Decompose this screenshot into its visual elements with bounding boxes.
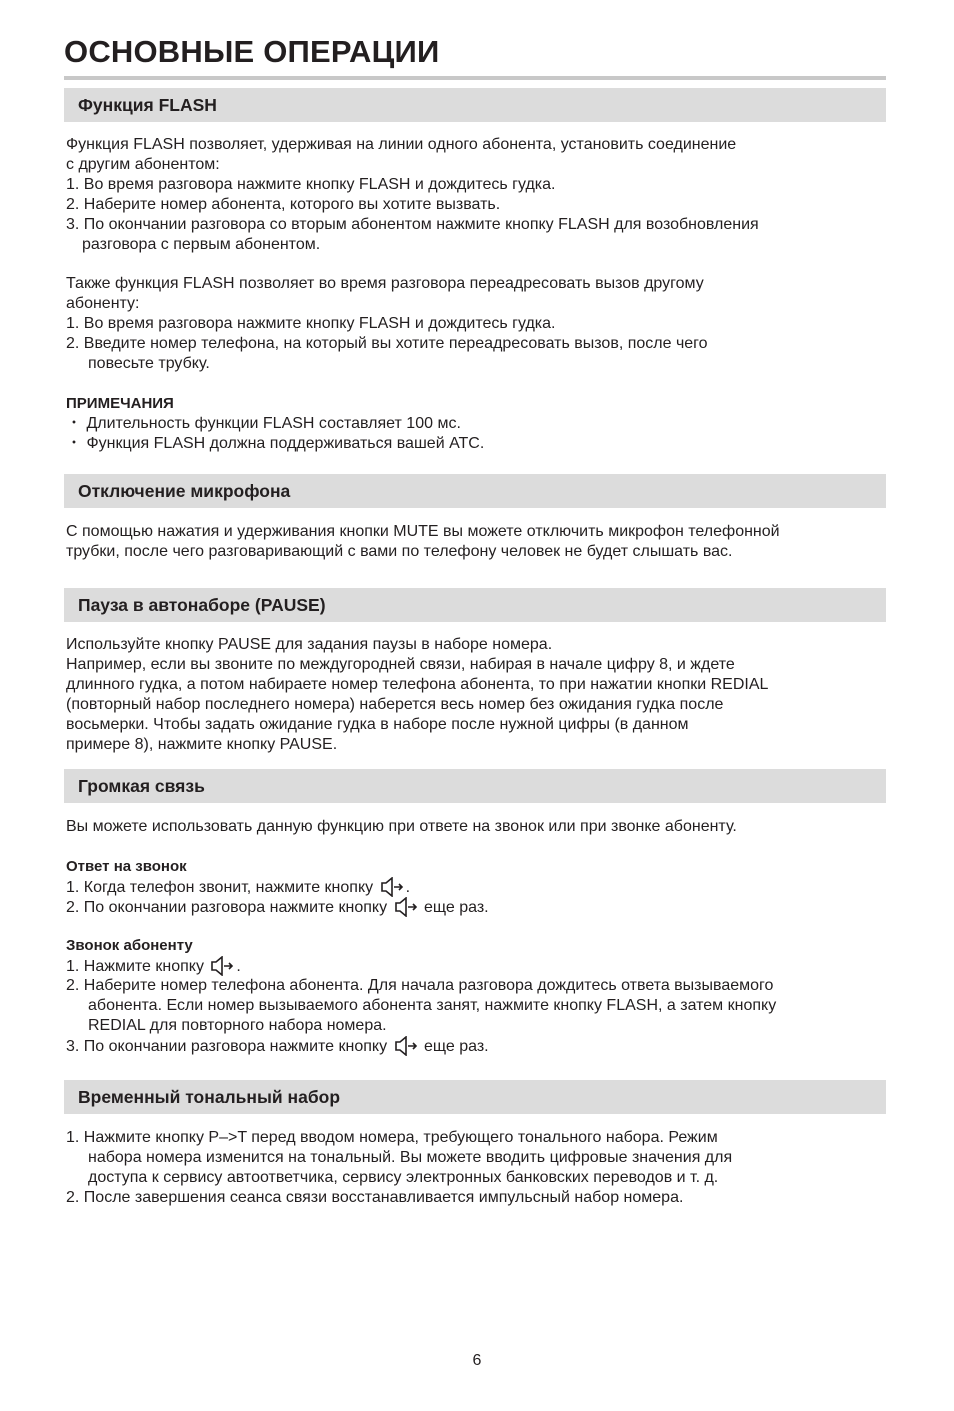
text-line: Используйте кнопку PAUSE для задания паузы в наборе номера. bbox=[66, 636, 553, 653]
notes-heading: ПРИМЕЧАНИЯ bbox=[66, 395, 174, 412]
text-line: трубки, после чего разговаривающий с вами по телефону человек не будет слышать вас. bbox=[66, 543, 733, 560]
note-item: ・ Длительность функции FLASH составляет 100 мс. bbox=[66, 415, 461, 432]
list-item-continuation: доступа к сервису автоответчика, сервису электронных банковских переводов и т. д. bbox=[88, 1169, 719, 1186]
flash-notes bbox=[66, 394, 890, 454]
text-line: восьмерки. Чтобы задать ожидание гудка в наборе после нужной цифры (в данном bbox=[66, 716, 689, 733]
speaker-answer bbox=[66, 857, 890, 917]
text-span: 1. Когда телефон звонит, нажмите кнопку bbox=[66, 879, 374, 896]
list-item: 3. По окончании разговора со вторым абонентом нажмите кнопку FLASH для возобновления bbox=[66, 216, 759, 233]
text-line: абоненту: bbox=[66, 295, 140, 312]
list-item-continuation: набора номера изменится на тональный. Вы можете вводить цифровые значения для bbox=[88, 1149, 733, 1166]
note-item: ・ Функция FLASH должна поддерживаться вашей АТС. bbox=[66, 435, 485, 452]
list-item-continuation: REDIAL для повторного набора номера. bbox=[88, 1017, 387, 1034]
mute-body bbox=[66, 522, 890, 562]
text-line: с другим абонентом: bbox=[66, 156, 220, 173]
text-span: 2. По окончании разговора нажмите кнопку bbox=[66, 899, 388, 916]
text-line: (повторный набор последнего номера) наберется весь номер без ожидания гудка после bbox=[66, 696, 724, 713]
list-item: 2. После завершения сеанса связи восстанавливается импульсный набор номера. bbox=[66, 1189, 684, 1206]
list-item bbox=[66, 1036, 890, 1056]
section-heading-flash: Функция FLASH bbox=[64, 88, 886, 122]
text-line: Например, если вы звоните по междугородней связи, набирая в начале цифру 8, и ждете bbox=[66, 656, 735, 673]
list-item bbox=[66, 956, 890, 976]
text-span: . bbox=[405, 879, 411, 896]
section-heading-speaker: Громкая связь bbox=[64, 769, 886, 803]
list-item: 1. Во время разговора нажмите кнопку FLASH и дождитесь гудка. bbox=[66, 315, 556, 332]
speaker-call bbox=[66, 936, 890, 1056]
list-item bbox=[66, 897, 890, 917]
text-line: примере 8), нажмите кнопку PAUSE. bbox=[66, 736, 338, 753]
subheading-answer: Ответ на звонок bbox=[66, 858, 187, 875]
list-item: 1. Во время разговора нажмите кнопку FLASH и дождитесь гудка. bbox=[66, 176, 556, 193]
pause-body bbox=[66, 635, 890, 755]
list-item: 2. Введите номер телефона, на который вы хотите переадресовать вызов, после чего bbox=[66, 335, 708, 352]
title-rule bbox=[64, 76, 886, 80]
speaker-intro bbox=[66, 817, 890, 837]
list-item bbox=[66, 877, 890, 897]
text-span: еще раз. bbox=[423, 1038, 489, 1055]
subheading-call: Звонок абоненту bbox=[66, 937, 193, 954]
list-item: 2. Наберите номер телефона абонента. Для начала разговора дождитесь ответа вызываемого bbox=[66, 977, 774, 994]
flash-body bbox=[66, 135, 890, 255]
page-number: 6 bbox=[472, 1352, 482, 1369]
text-line: С помощью нажатия и удерживания кнопки MUTE вы можете отключить микрофон телефонной bbox=[66, 523, 780, 540]
list-item: 1. Нажмите кнопку P–>T перед вводом номера, требующего тонального набора. Режим bbox=[66, 1129, 718, 1146]
page-title: ОСНОВНЫЕ ОПЕРАЦИИ bbox=[64, 34, 440, 69]
flash-body-2 bbox=[66, 274, 890, 374]
text-line: Функция FLASH позволяет, удерживая на линии одного абонента, установить соединение bbox=[66, 136, 737, 153]
text-span: 3. По окончании разговора нажмите кнопку bbox=[66, 1038, 388, 1055]
text-span: 1. Нажмите кнопку bbox=[66, 958, 204, 975]
text-span: . bbox=[236, 958, 241, 975]
tone-body bbox=[66, 1128, 890, 1208]
section-heading-pause: Пауза в автонаборе (PAUSE) bbox=[64, 588, 886, 622]
text-span: еще раз. bbox=[423, 899, 489, 916]
section-heading-tone: Временный тональный набор bbox=[64, 1080, 886, 1114]
section-heading-mute: Отключение микрофона bbox=[64, 474, 886, 508]
text-line: длинного гудка, а потом набираете номер телефона абонента, то при нажатии кнопки REDIAL bbox=[66, 676, 769, 693]
list-item-continuation: абонента. Если номер вызываемого абонента занят, нажмите кнопку FLASH, а затем кнопку bbox=[88, 997, 777, 1014]
list-item: 2. Наберите номер абонента, которого вы хотите вызвать. bbox=[66, 196, 501, 213]
text-line: Также функция FLASH позволяет во время разговора переадресовать вызов другому bbox=[66, 275, 704, 292]
speakerphone-icon bbox=[394, 897, 418, 923]
speakerphone-icon bbox=[394, 1036, 418, 1062]
list-item-continuation: разговора с первым абонентом. bbox=[82, 236, 321, 253]
text-line: Вы можете использовать данную функцию при ответе на звонок или при звонке абоненту. bbox=[66, 818, 737, 835]
list-item-continuation: повесьте трубку. bbox=[88, 355, 210, 372]
